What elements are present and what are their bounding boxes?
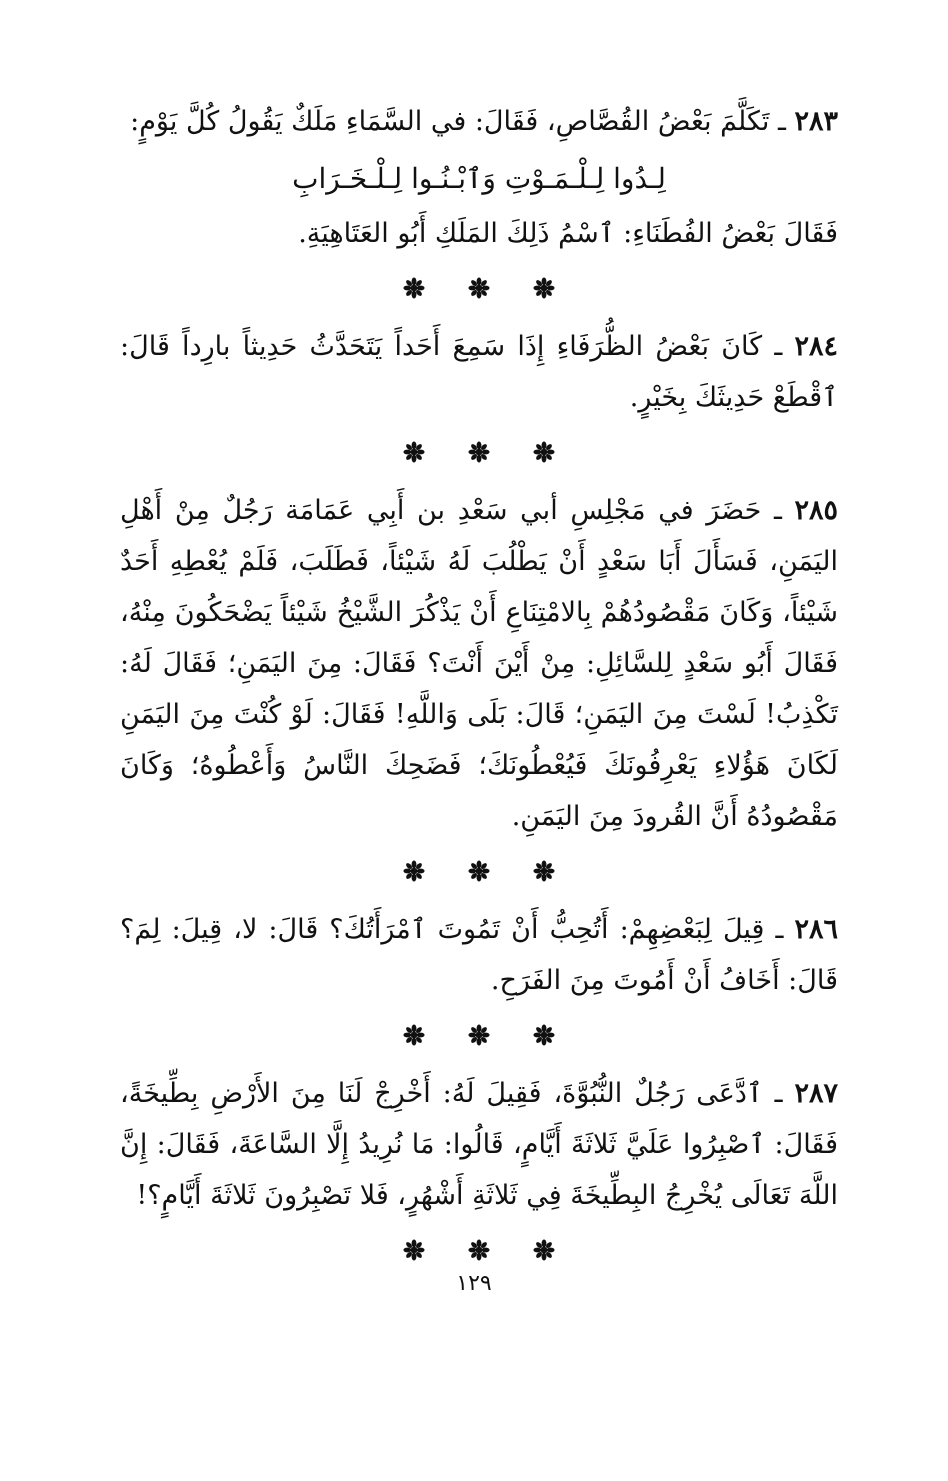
entry-283: ٢٨٣ ـ تَكَلَّمَ بَعْضُ القُصَّاصِ، فَقَالَ: في السَّمَاءِ مَلَكٌ يَقُولُ كُلَّ يَوْمٍ: [130, 106, 838, 137]
page-number: ١٢٩ [456, 1271, 492, 1296]
page-body [120, 96, 838, 1283]
separator-ornament [120, 433, 838, 469]
separator-ornament [120, 1016, 838, 1052]
entry-285: ٢٨٥ ـ حَضَرَ في مَجْلِسِ أبي سَعْدِ بن أَبِي عَمَامَة رَجُلٌ مِنْ أَهْلِ اليَمَنِ، فَسَأَلَ أَبَا سَعْدٍ أَنْ يَطْلُبَ لَهُ شَيْئاً، فَطَلَبَ، فَلَمْ يُعْطِهِ أَحَدٌ شَيْئاً، وَكَانَ مَقْصُودُهُمْ بِالامْتِنَاعِ أَنْ يَذْكُرَ الشَّيْخُ شَيْئاً يَضْحَكُونَ مِنْهُ، فَقَالَ أَبُو سَعْدٍ لِلسَّائِلِ: مِنْ أَيْنَ أَنْتَ؟ فَقَالَ: مِنَ اليَمَنِ؛ فَقَالَ لَهُ: تَكْذِبُ! لَسْتَ مِنَ اليَمَنِ؛ قَالَ: بَلَى وَاللَّهِ! فَقَالَ: لَوْ كُنْتَ مِنَ اليَمَنِ لَكَانَ هَؤُلاءِ يَعْرِفُونَكَ فَيُعْطُونَكَ؛ فَضَحِكَ النَّاسُ وَأَعْطُوهُ؛ وَكَانَ مَقْصُودُهُ أَنَّ القُرودَ مِنَ اليَمَنِ. [120, 495, 839, 832]
entry-text: ٱدَّعَى رَجُلٌ النُّبُوَّةَ، فَقِيلَ لَهُ: أَخْرِجْ لَنَا مِنَ الأَرْضِ بِطِّيخَةً، فَقَالَ: ٱصْبِرُوا عَلَيَّ ثَلاثَةَ أَيَّامٍ، قَالُوا: مَا نُرِيدُ إِلَّا السَّاعَةَ، فَقَالَ: إِنَّ اللَّهَ تَعَالَى يُخْرِجُ البِطِّيخَةَ فِي ثَلاثَةِ أَشْهُرٍ، فَلا تَصْبِرُونَ ثَلاثَةَ أَيَّامٍ؟! [120, 1078, 838, 1211]
entry-number: ٢٨٧ [794, 1078, 838, 1109]
asterisk-flower-icon [533, 441, 555, 463]
asterisk-flower-icon [533, 1024, 555, 1046]
entry-284: ٢٨٤ ـ كَانَ بَعْضُ الظُّرَفَاءِ إِذَا سَمِعَ أَحَداً يَتَحَدَّثُ حَدِيثاً بارِداً قَالَ: ٱقْطَعْ حَدِيثَكَ بِخَيْرٍ. [120, 331, 838, 413]
asterisk-flower-icon [403, 441, 425, 463]
asterisk-flower-icon [403, 860, 425, 882]
entry-287: ٢٨٧ ـ ٱدَّعَى رَجُلٌ النُّبُوَّةَ، فَقِيلَ لَهُ: أَخْرِجْ لَنَا مِنَ الأَرْضِ بِطِّيخَةً، فَقَالَ: ٱصْبِرُوا عَلَيَّ ثَلاثَةَ أَيَّامٍ، قَالُوا: مَا نُرِيدُ إِلَّا السَّاعَةَ، فَقَالَ: إِنَّ اللَّهَ تَعَالَى يُخْرِجُ البِطِّيخَةَ فِي ثَلاثَةِ أَشْهُرٍ، فَلا تَصْبِرُونَ ثَلاثَةَ أَيَّامٍ؟! [120, 1078, 838, 1211]
separator-ornament [120, 269, 838, 305]
asterisk-flower-icon [403, 1024, 425, 1046]
entry-number: ٢٨٥ [794, 495, 839, 526]
asterisk-flower-icon [468, 1024, 490, 1046]
asterisk-flower-icon [533, 1239, 555, 1261]
asterisk-flower-icon [533, 860, 555, 882]
entry-text: كَانَ بَعْضُ الظُّرَفَاءِ إِذَا سَمِعَ أَحَداً يَتَحَدَّثُ حَدِيثاً بارِداً قَالَ: ٱقْطَعْ حَدِيثَكَ بِخَيْرٍ. [120, 331, 838, 413]
entry-number: ٢٨٣ [794, 106, 838, 137]
entry-number: ٢٨٤ [794, 331, 838, 362]
separator-ornament [120, 1231, 838, 1267]
entry-text: تَكَلَّمَ بَعْضُ القُصَّاصِ، فَقَالَ: في السَّمَاءِ مَلَكٌ يَقُولُ كُلَّ يَوْمٍ: [130, 106, 770, 137]
asterisk-flower-icon [468, 441, 490, 463]
entry-text: قِيلَ لِبَعْضِهِمْ: أَتُحِبُّ أَنْ تَمُوتَ ٱمْرَأَتُكَ؟ قَالَ: لا، قِيلَ: لِمَ؟ قَالَ: أَخَافُ أَنْ أَمُوتَ مِنَ الفَرَحِ. [120, 914, 838, 996]
asterisk-flower-icon [403, 277, 425, 299]
entry-286: ٢٨٦ ـ قِيلَ لِبَعْضِهِمْ: أَتُحِبُّ أَنْ تَمُوتَ ٱمْرَأَتُكَ؟ قَالَ: لا، قِيلَ: لِمَ؟ قَالَ: أَخَافُ أَنْ أَمُوتَ مِنَ الفَرَحِ. [120, 914, 839, 996]
asterisk-flower-icon [468, 1239, 490, 1261]
entry-number: ٢٨٦ [794, 914, 839, 945]
asterisk-flower-icon [533, 277, 555, 299]
entry-text-continued: فَقَالَ بَعْضُ الفُطَنَاءِ: ٱسْمُ ذَلِكَ المَلَكِ أَبُو العَتَاهِيَةِ. [298, 218, 838, 249]
separator-ornament [120, 852, 838, 888]
asterisk-flower-icon [468, 860, 490, 882]
asterisk-flower-icon [468, 277, 490, 299]
entry-text: حَضَرَ في مَجْلِسِ أبي سَعْدِ بن أَبِي عَمَامَة رَجُلٌ مِنْ أَهْلِ اليَمَنِ، فَسَأَلَ أَبَا سَعْدٍ أَنْ يَطْلُبَ لَهُ شَيْئاً، فَطَلَبَ، فَلَمْ يُعْطِهِ أَحَدٌ شَيْئاً، وَكَانَ مَقْصُودُهُمْ بِالامْتِنَاعِ أَنْ يَذْكُرَ الشَّيْخُ شَيْئاً يَضْحَكُونَ مِنْهُ، فَقَالَ أَبُو سَعْدٍ لِلسَّائِلِ: مِنْ أَيْنَ أَنْتَ؟ فَقَالَ: مِنَ اليَمَنِ؛ فَقَالَ لَهُ: تَكْذِبُ! لَسْتَ مِنَ اليَمَنِ؛ قَالَ: بَلَى وَاللَّهِ! فَقَالَ: لَوْ كُنْتَ مِنَ اليَمَنِ لَكَانَ هَؤُلاءِ يَعْرِفُونَكَ فَيُعْطُونَكَ؛ فَضَحِكَ النَّاسُ وَأَعْطُوهُ؛ وَكَانَ مَقْصُودُهُ أَنَّ القُرودَ مِنَ اليَمَنِ. [120, 495, 838, 832]
poem-verse: لِـدُوا لِـلْـمَـوْتِ وَٱبْـنُـوا لِـلْـخَـرَابِ [292, 162, 666, 195]
asterisk-flower-icon [403, 1239, 425, 1261]
